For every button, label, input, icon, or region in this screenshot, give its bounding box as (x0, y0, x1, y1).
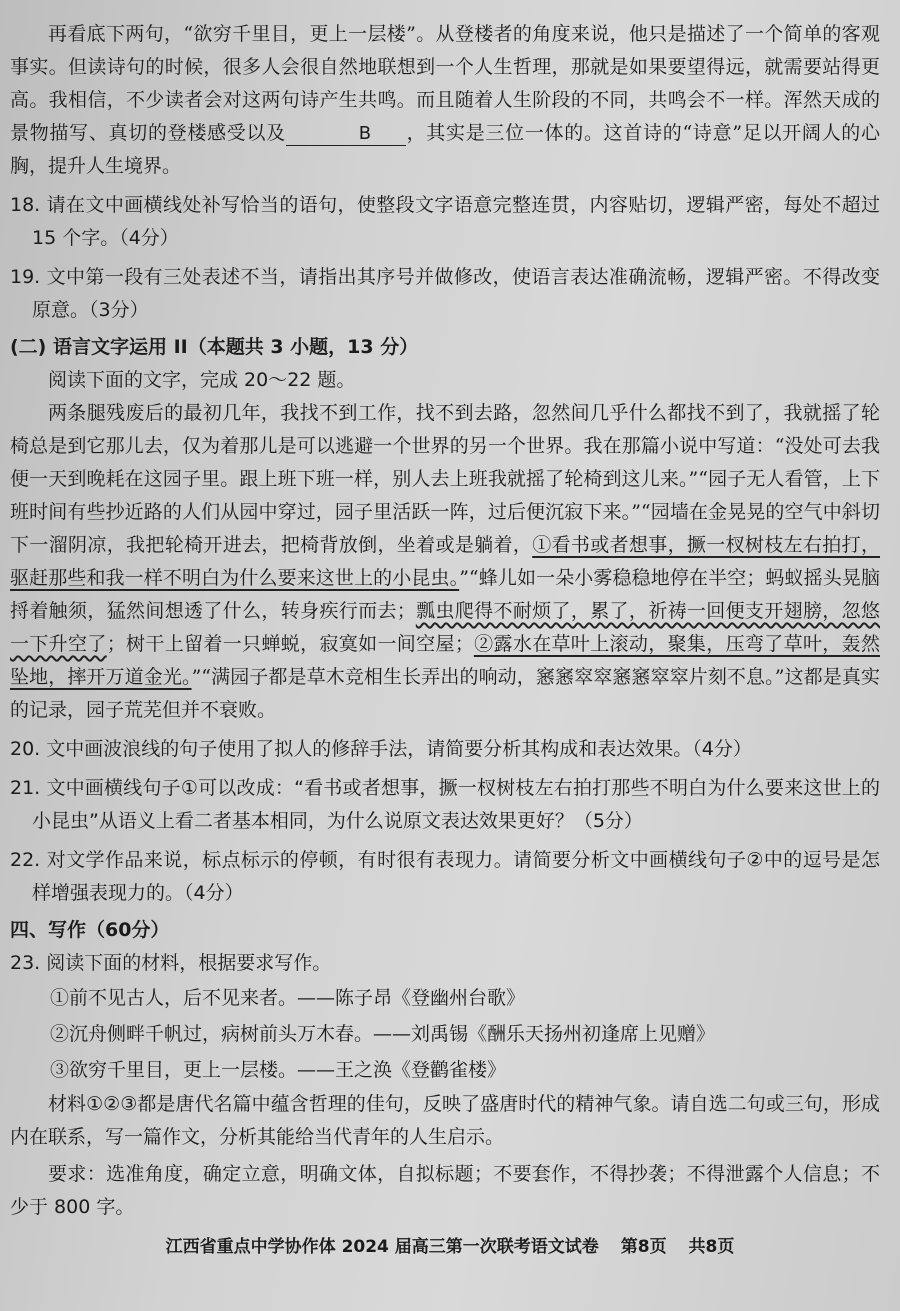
page-footer (0, 1232, 900, 1257)
quote-2: ②沉舟侧畔千帆过，病树前头万木春。——刘禹锡《酬乐天扬州初逢席上见赠》 (50, 1023, 716, 1045)
passage-text: ；树干上留着一只蝉蜕，寂寞如一间空屋； (106, 633, 474, 655)
passage-paragraph-1 (10, 18, 880, 183)
page-number: 第8页 (620, 1237, 667, 1257)
section-2-heading: (二) 语言文字运用 II（本题共 3 小题，13 分） (10, 336, 419, 358)
wavy-underlined-sentence: 瓢虫爬得不耐烦了，累了，祈祷一回便支开翅膀，忽悠一下升空了 (10, 600, 880, 655)
passage-text: ”“蜂儿如一朵小雾稳稳地停在半空；蚂蚁摇头晃脑捋着触须，猛然间想透了什么，转身疾行而去； (10, 567, 880, 622)
writing-requirements: 要求：选准角度，确定立意，明确文体，自拟标题；不要套作，不得抄袭；不得泄露个人信息；不少于 800 字。 (10, 1163, 880, 1218)
passage-text: 再看底下两句，“欲穷千里目，更上一层楼”。从登楼者的角度来说，他只是描述了一个简单的客观事实。但读诗句的时候，很多人会很自然地联想到一个人生哲理，那就是如果要望得远，就需要站得更高。我相信，不少读者会对这两句诗产生共鸣。而且随着人生阶段的不同，共鸣会不一样。浑然天成的景物描写、真切的登楼感受以及 (10, 23, 880, 144)
passage-text: 两条腿残废后的最初几年，我找不到工作，找不到去路，忽然间几乎什么都找不到了，我就摇了轮椅总是到它那儿去，仅为着那儿是可以逃避一个世界的另一个世界。我在那篇小说中写道：“没处可去我便一天到晚耗在这园子里。跟上班下班一样，别人去上班我就摇了轮椅到这儿来。”“园子无人看管，上下班时间有些抄近路的人们从园中穿过，园子里活跃一阵，过后便沉寂下来。”“园墙在金晃晃的空气中斜切下一溜阴凉，我把轮椅开进去，把椅背放倒，坐着或是躺着， (10, 402, 880, 556)
question-22: 22. 对文学作品来说，标点标示的停顿，有时很有表现力。请简要分析文中画横线句子②中的逗号是怎样增强表现力的。（4分） (10, 849, 880, 904)
writing-material: 材料①②③都是唐代名篇中蕴含哲理的佳句，反映了盛唐时代的精神气象。请自选二句或三句，形成内在联系，写一篇作文，分析其能给当代青年的人生启示。 (10, 1093, 880, 1148)
question-21: 21. 文中画横线句子①可以改成：“看书或者想事，撅一杈树枝左右拍打那些不明白为什么要来这世上的小昆虫”从语义上看二者基本相同，为什么说原文表达效果更好？（5分） (10, 777, 880, 832)
section-2-intro: 阅读下面的文字，完成 20～22 题。 (48, 369, 356, 391)
quote-3: ③欲穷千里目，更上一层楼。——王之涣《登鹳雀楼》 (50, 1059, 507, 1081)
quote-1: ①前不见古人，后不见来者。——陈子昂《登幽州台歌》 (50, 987, 526, 1009)
question-18: 18. 请在文中画横线处补写恰当的语句，使整段文字语意完整连贯，内容贴切，逻辑严密，每处不超过 15 个字。（4分） (10, 194, 880, 249)
exam-title: 江西省重点中学协作体 2024 届高三第一次联考语文试卷 (165, 1237, 599, 1257)
answer-blank-b: B (286, 123, 406, 146)
question-19: 19. 文中第一段有三处表述不当，请指出其序号并做修改，使语言表达准确流畅，逻辑严密。不得改变原意。（3分） (10, 266, 880, 321)
section-4-heading: 四、写作（60分） (10, 919, 170, 941)
question-20: 20. 文中画波浪线的句子使用了拟人的修辞手法，请简要分析其构成和表达效果。（4分） (10, 738, 752, 760)
passage-text: ”“满园子都是草木竞相生长弄出的响动，窸窸窣窣窸窸窣窣片刻不息。”这都是真实的记录，园子荒芜但并不衰败。 (10, 666, 880, 721)
page-total: 共8页 (688, 1237, 735, 1257)
underlined-sentence-2: ②露水在草叶上滚动，聚集，压弯了草叶，轰然坠地，摔开万道金光。 (10, 633, 880, 688)
passage-text: ，其实是三位一体的。这首诗的“诗意”足以开阔人的心胸，提升人生境界。 (10, 122, 880, 177)
question-23: 23. 阅读下面的材料，根据要求写作。 (10, 952, 332, 974)
reading-passage (10, 397, 880, 727)
underlined-sentence-1: ①看书或者想事，撅一杈树枝左右拍打，驱赶那些和我一样不明白为什么要来这世上的小昆虫。 (10, 534, 880, 589)
